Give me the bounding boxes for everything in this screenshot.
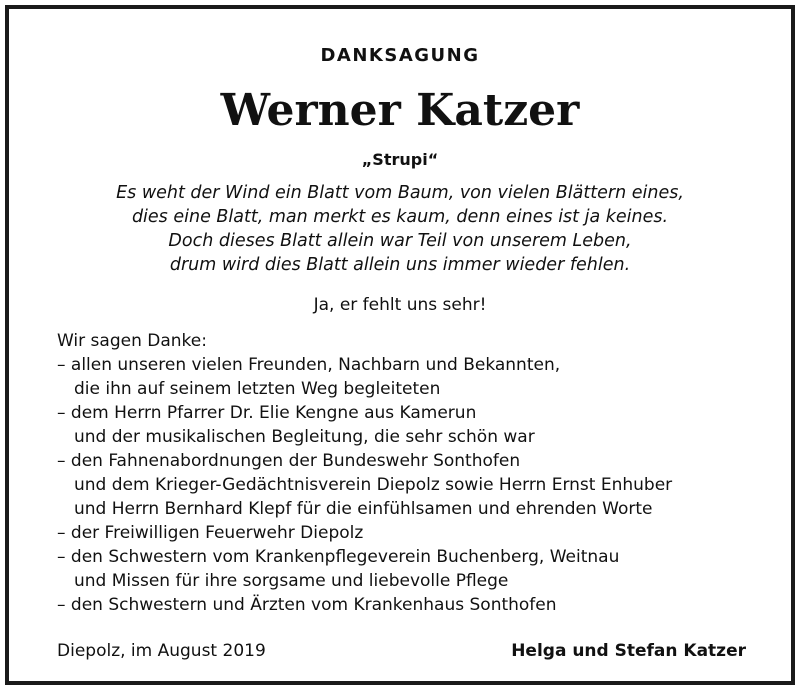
thanks-line: und Missen für ihre sorgsame und liebevolle Pflege: [74, 571, 509, 591]
place-date: Diepolz, im August 2019: [57, 641, 266, 661]
thanks-intro: Wir sagen Danke:: [57, 331, 207, 351]
nickname: „Strupi“: [361, 150, 439, 169]
poem-line: dies eine Blatt, man merkt es kaum, denn eines ist ja keines.: [131, 207, 669, 227]
thanks-line: und Herrn Bernhard Klepf für die einfühlsamen und ehrenden Worte: [74, 499, 653, 519]
thanks-line: und der musikalischen Begleitung, die sehr schön war: [74, 427, 535, 447]
deceased-name: Werner Katzer: [220, 85, 580, 136]
obituary-notice: [5, 5, 795, 685]
thanks-line: – den Schwestern und Ärzten vom Krankenhaus Sonthofen: [57, 595, 557, 615]
missed-line: Ja, er fehlt uns sehr!: [313, 295, 487, 315]
poem-line: drum wird dies Blatt allein uns immer wieder fehlen.: [169, 255, 631, 275]
thanks-line: – den Fahnenabordnungen der Bundeswehr Sonthofen: [57, 451, 521, 471]
thanks-line: und dem Krieger-Gedächtnisverein Diepolz sowie Herrn Ernst Enhuber: [74, 475, 673, 495]
thanks-line: die ihn auf seinem letzten Weg begleiteten: [74, 379, 441, 399]
thanks-line: – der Freiwilligen Feuerwehr Diepolz: [57, 523, 364, 543]
thanks-line: – dem Herrn Pfarrer Dr. Elie Kengne aus Kamerun: [57, 403, 477, 423]
notice-heading: DANKSAGUNG: [320, 45, 480, 66]
thanks-line: – den Schwestern vom Krankenpflegeverein Buchenberg, Weitnau: [57, 547, 620, 567]
poem-line: Doch dieses Blatt allein war Teil von unserem Leben,: [168, 231, 632, 251]
thanks-line: – allen unseren vielen Freunden, Nachbarn und Bekannten,: [57, 355, 561, 375]
poem-line: Es weht der Wind ein Blatt vom Baum, von vielen Blättern eines,: [116, 183, 684, 203]
poem: [9, 181, 791, 277]
thanks-section: [57, 329, 672, 617]
signature: Helga und Stefan Katzer: [511, 641, 746, 661]
